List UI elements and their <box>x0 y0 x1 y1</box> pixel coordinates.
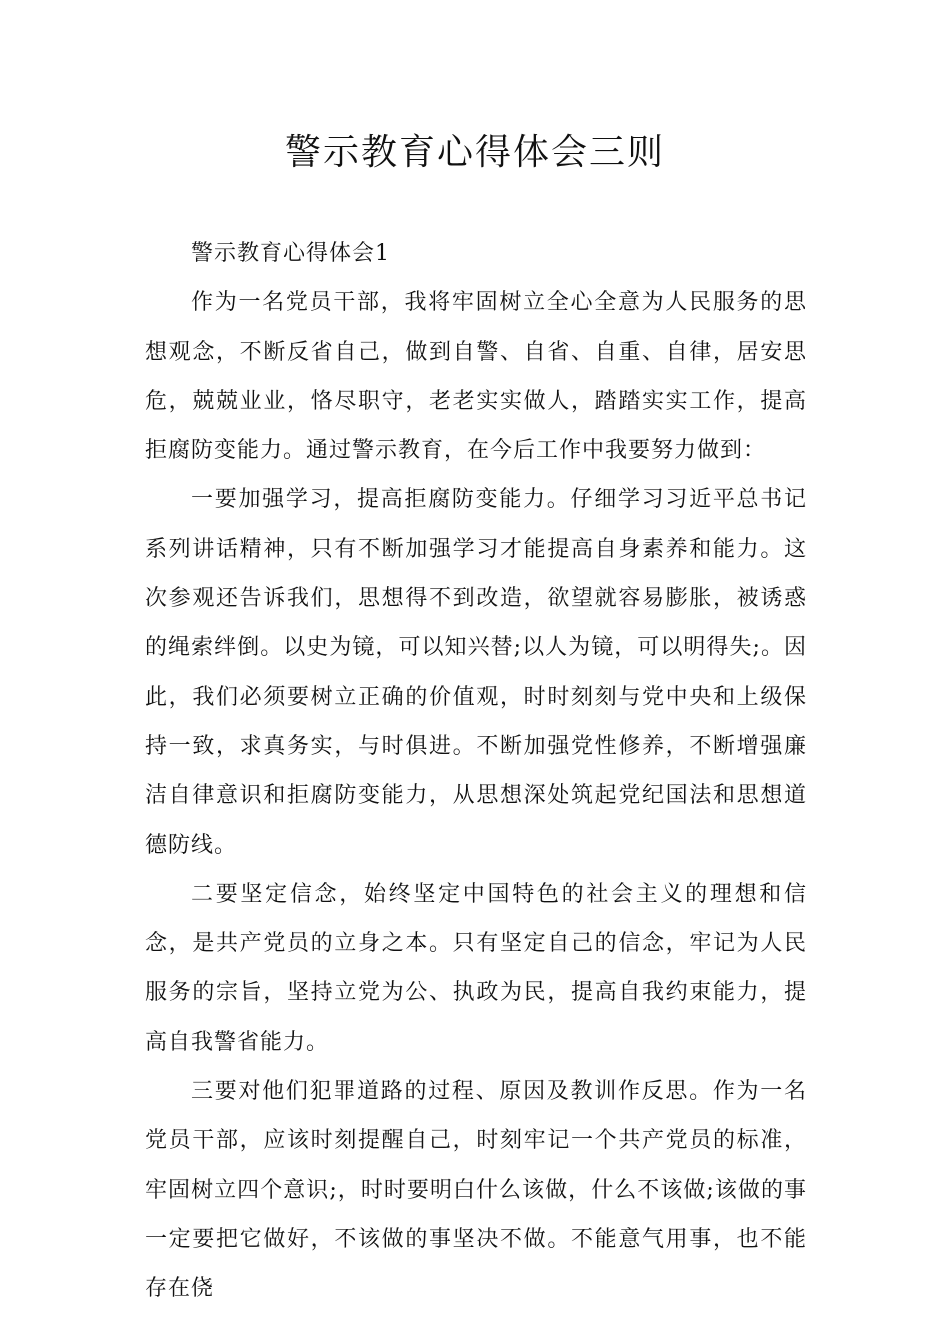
document-body <box>145 229 807 1314</box>
paragraph-point-three: 三要对他们犯罪道路的过程、原因及教训作反思。作为一名党员干部，应该时刻提醒自己，时刻牢记一个共产党员的标准，牢固树立四个意识;，时时要明白什么该做，什么不该做;该做的事一定要把它做好，不该做的事坚决不做。不能意气用事，也不能存在侥 <box>145 1079 807 1302</box>
page-title: 警示教育心得体会三则 <box>284 132 665 173</box>
section-heading: 警示教育心得体会1 <box>191 241 390 266</box>
paragraph-intro: 作为一名党员干部，我将牢固树立全心全意为人民服务的思想观念，不断反省自己，做到自警、自省、自重、自律，居安思危，兢兢业业，恪尽职守，老老实实做人，踏踏实实工作，提高拒腐防变能力。通过警示教育，在今后工作中我要努力做到： <box>145 290 807 464</box>
paragraph-point-one: 一要加强学习，提高拒腐防变能力。仔细学习习近平总书记系列讲话精神，只有不断加强学习才能提高自身素养和能力。这次参观还告诉我们，思想得不到改造，欲望就容易膨胀，被诱惑的绳索绊倒。以史为镜，可以知兴替;以人为镜，可以明得失;。因此，我们必须要树立正确的价值观，时时刻刻与党中央和上级保持一致，求真务实，与时俱进。不断加强党性修养，不断增强廉洁自律意识和拒腐防变能力，从思想深处筑起党纪国法和思想道德防线。 <box>145 487 807 858</box>
paragraph-point-two: 二要坚定信念，始终坚定中国特色的社会主义的理想和信念，是共产党员的立身之本。只有坚定自己的信念，牢记为人民服务的宗旨，坚持立党为公、执政为民，提高自我约束能力，提高自我警省能力。 <box>145 881 807 1055</box>
